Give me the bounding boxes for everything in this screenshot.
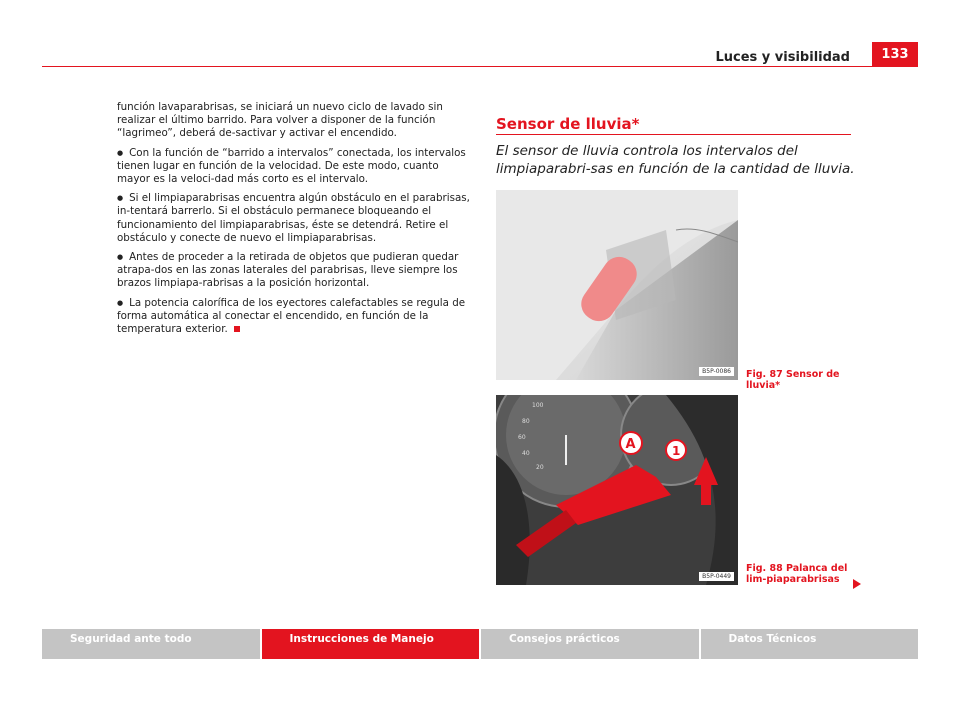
figure-rain-sensor	[496, 190, 738, 380]
gauge-tick: 60	[518, 434, 526, 441]
gauge-tick: 40	[522, 450, 530, 457]
page-number: 133	[872, 42, 918, 66]
footer-tab-datos[interactable]: Datos Técnicos	[701, 629, 919, 659]
continue-arrow-icon	[853, 579, 861, 589]
footer-tab-instrucciones[interactable]: Instrucciones de Manejo	[262, 629, 480, 659]
left-column-text	[117, 101, 473, 342]
figure-code: B5P-0086	[699, 367, 734, 376]
footer-tab-seguridad[interactable]: Seguridad ante todo	[42, 629, 260, 659]
section-rule	[496, 134, 851, 135]
wiper-lever-illustration	[496, 395, 738, 585]
callout-label-a: A	[625, 437, 636, 452]
gauge-tick: 20	[536, 464, 544, 471]
footer-nav	[42, 629, 918, 659]
gauge-tick: 100	[532, 402, 544, 409]
running-header-title: Luces y visibilidad	[715, 50, 850, 65]
bullet-paragraph: ● Con la función de “barrido a intervalos” conectada, los intervalos tienen lugar en función de la velocidad. De este modo, cuanto mayor es la veloci-dad más corto es el intervalo.	[117, 147, 473, 187]
rain-sensor-illustration	[496, 190, 738, 380]
section-intro: El sensor de lluvia controla los intervalos del limpiaparabri-sas en función de la cantidad de lluvia.	[496, 143, 855, 177]
gauge-tick: 80	[522, 418, 530, 425]
footer-tab-consejos[interactable]: Consejos prácticos	[481, 629, 699, 659]
bullet-paragraph: ● Si el limpiaparabrisas encuentra algún obstáculo en el parabrisas, in-tentará barrerlo. Si el obstáculo permanece bloqueando el funcionamiento del limpiaparabrisas, éste se detendrá. Retire el obstáculo y conecte de nuevo el limpiaparabrisas.	[117, 192, 473, 245]
header-rule	[42, 66, 918, 67]
section-end-marker	[234, 326, 240, 332]
callout-label-1: 1	[672, 444, 681, 458]
figure-caption: Fig. 87 Sensor de lluvia*	[746, 369, 840, 391]
figure-caption: Fig. 88 Palanca del lim-piaparabrisas	[746, 563, 848, 585]
figure-code: B5P-0449	[699, 572, 734, 581]
figure-wiper-lever	[496, 395, 738, 585]
section-title: Sensor de lluvia*	[496, 115, 640, 133]
bullet-paragraph: ● Antes de proceder a la retirada de objetos que pudieran quedar atrapa-dos en las zonas laterales del parabrisas, lleve siempre los brazos limpiapa-rabrisas a la posición horizontal.	[117, 251, 473, 291]
paragraph: función lavaparabrisas, se iniciará un nuevo ciclo de lavado sin realizar el último barrido. Para volver a disponer de la función “lagrimeo”, deberá de-sactivar y activar el encendido.	[117, 101, 443, 140]
bullet-paragraph: ● La potencia calorífica de los eyectores calefactables se regula de forma automática al conectar el encendido, en función de la temperatura exterior.	[117, 297, 473, 337]
